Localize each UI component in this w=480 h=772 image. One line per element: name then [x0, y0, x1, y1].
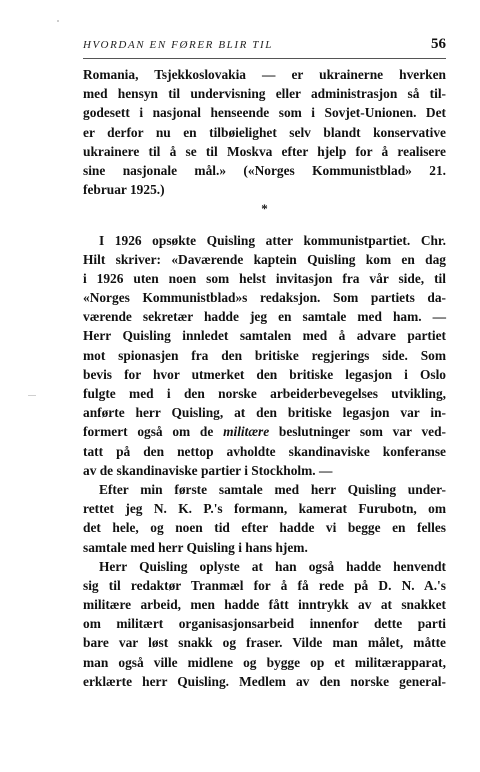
paragraph-2 — [83, 231, 446, 480]
text-line: man også ville midlene og bygge op et militærapparat, — [83, 654, 446, 670]
text-line: i 1926 uten noen som helst invitasjon fra vår side, til — [83, 270, 446, 286]
text-line: værende sekretær hadde jeg en samtale med ham. — — [83, 309, 446, 325]
text-line: «Norges Kommunistblad»s redaksjon. Som partiets da- — [83, 290, 446, 306]
text-line: fulgte med i den norske arbeiderbevegelses utvikling, — [83, 386, 446, 401]
running-title: HVORDAN EN FØRER BLIR TIL — [83, 39, 273, 51]
text-line: samtale med herr Quisling i hans hjem. — [83, 539, 308, 555]
body-text — [83, 65, 446, 691]
text-line: rettet jeg N. K. P.'s formann, kamerat Furubotn, om — [83, 501, 446, 517]
paragraph-4 — [83, 557, 446, 691]
emphasis-word: militære — [223, 424, 270, 440]
running-header — [83, 36, 446, 56]
text-line: Romania, Tsjekkoslovakia — er ukrainerne hverken — [83, 67, 446, 82]
text-line — [83, 422, 446, 441]
text-line: anførte herr Quisling, at den britiske legasjon var in- — [83, 405, 446, 421]
text-line: Efter min første samtale med herr Quisling under- — [99, 481, 446, 497]
text-line: bevis for hvor utmerket den britiske legasjon i Oslo — [83, 366, 446, 382]
text-line: av de skandinaviske partier i Stockholm. — — [83, 462, 333, 478]
paper-speck — [28, 395, 36, 396]
header-rule — [83, 58, 446, 59]
text-line: ukrainere til å se til Moskva efter hjelp for å realisere — [83, 143, 446, 159]
text-line: februar 1925.) — [83, 182, 165, 198]
text-line: Herr Quisling innledet samtalen med å advare partiet — [83, 328, 446, 344]
text-line: bare var løst snakk og fraser. Vilde man målet, måtte — [83, 635, 446, 651]
text-line: det hele, og noen tid efter hadde vi begge en felles — [83, 520, 446, 536]
text-line: I 1926 opsøkte Quisling atter kommunistpartiet. Chr. — [99, 232, 446, 248]
section-separator: * — [261, 201, 268, 217]
text-line: med hensyn til undervisning eller administrasjon så til- — [83, 86, 446, 102]
text-line: Herr Quisling oplyste at han også hadde henvendt — [99, 558, 446, 574]
page-number: 56 — [431, 36, 446, 52]
text-line: mot spionasjen fra den britiske regjerings side. Som — [83, 347, 446, 363]
text-line: Hilt skriver: «Daværende kaptein Quisling kom en dag — [83, 251, 446, 267]
text-line: er derfor nu en tilbøielighet selv blandt konservative — [83, 124, 446, 140]
text-line: erklærte herr Quisling. Medlem av den norske general- — [83, 673, 446, 689]
text-fragment: formert også om de — [83, 424, 224, 440]
text-line: sine nasjonale mål.» («Norges Kommunistblad» 21. — [83, 162, 446, 178]
paper-speck — [57, 20, 59, 22]
text-line: godesett i nasjonal henseende som i Sovjet-Unionen. Det — [83, 105, 446, 121]
text-line: tatt på den nettop avholdte skandinaviske konferanse — [83, 443, 446, 459]
text-line: sig til redaktør Tranmæl for å få rede på D. N. A.'s — [83, 577, 446, 593]
text-fragment: beslutninger som var ved- — [269, 424, 446, 440]
text-line: om militært organisasjonsarbeid innenfor dette parti — [83, 616, 446, 632]
text-line: militære arbeid, men hadde fått inntrykk av at snakket — [83, 597, 446, 613]
paragraph-3 — [83, 480, 446, 557]
paragraph-1 — [83, 65, 446, 199]
